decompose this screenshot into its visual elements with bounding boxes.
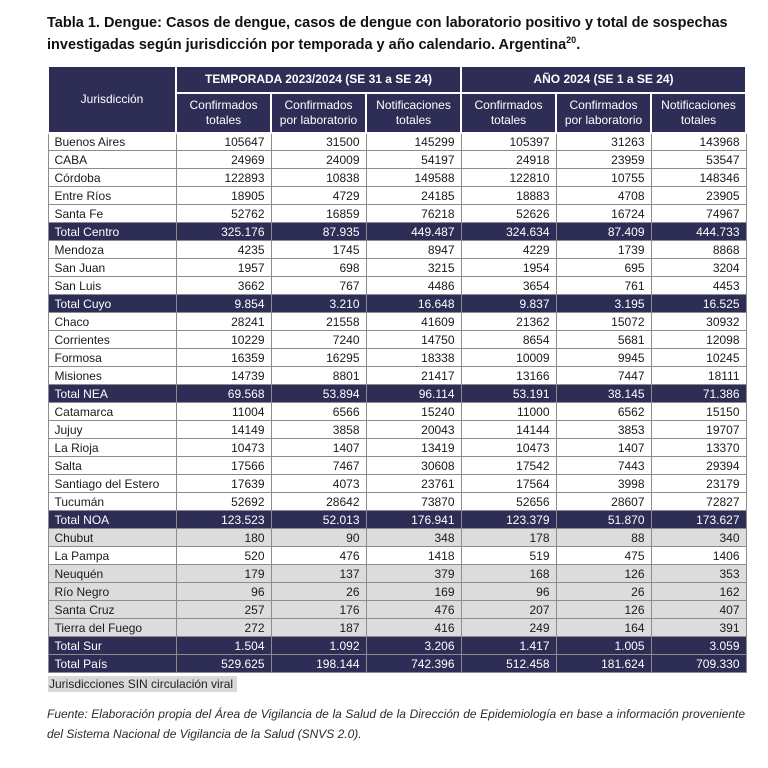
value-cell: 698: [271, 259, 366, 277]
jurisdiction-cell: Catamarca: [48, 403, 176, 421]
value-cell: 123.523: [176, 511, 271, 529]
value-cell: 187: [271, 619, 366, 637]
value-cell: 53547: [651, 151, 746, 169]
table-row: [48, 547, 746, 565]
value-cell: 13419: [366, 439, 461, 457]
table-row: [48, 331, 746, 349]
value-cell: 340: [651, 529, 746, 547]
value-cell: 31263: [556, 133, 651, 151]
value-cell: 3858: [271, 421, 366, 439]
value-cell: 149588: [366, 169, 461, 187]
total-row: [48, 295, 746, 313]
jurisdiction-cell: Jujuy: [48, 421, 176, 439]
value-cell: 173.627: [651, 511, 746, 529]
jurisdiction-cell: Santa Cruz: [48, 601, 176, 619]
value-cell: 7447: [556, 367, 651, 385]
value-cell: 16.525: [651, 295, 746, 313]
value-cell: 30608: [366, 457, 461, 475]
value-cell: 28642: [271, 493, 366, 511]
value-cell: 3215: [366, 259, 461, 277]
jurisdiction-cell: Neuquén: [48, 565, 176, 583]
value-cell: 105647: [176, 133, 271, 151]
jurisdiction-cell: Córdoba: [48, 169, 176, 187]
value-cell: 168: [461, 565, 556, 583]
total-row: [48, 223, 746, 241]
value-cell: 176: [271, 601, 366, 619]
table-row: [48, 349, 746, 367]
jurisdiction-cell: CABA: [48, 151, 176, 169]
table-row: [48, 529, 746, 547]
jurisdiction-cell: San Luis: [48, 277, 176, 295]
value-cell: 17564: [461, 475, 556, 493]
source-note: Fuente: Elaboración propia del Área de Vigilancia de la Salud de la Dirección de Epidemiología en base a información proveniente del Sistema Nacional de Vigilancia de la Salud (SNVS 2.0).: [47, 707, 745, 741]
value-cell: 126: [556, 565, 651, 583]
value-cell: 4729: [271, 187, 366, 205]
value-cell: 18338: [366, 349, 461, 367]
table-row: [48, 583, 746, 601]
value-cell: 353: [651, 565, 746, 583]
table-row: [48, 403, 746, 421]
column-header-confirmados-laboratorio-ano: Confirmados por laboratorio: [556, 93, 651, 133]
table-row: [48, 601, 746, 619]
value-cell: 3.210: [271, 295, 366, 313]
value-cell: 23905: [651, 187, 746, 205]
value-cell: 16359: [176, 349, 271, 367]
value-cell: 249: [461, 619, 556, 637]
value-cell: 123.379: [461, 511, 556, 529]
jurisdiction-cell: Santiago del Estero: [48, 475, 176, 493]
jurisdiction-cell: Total NOA: [48, 511, 176, 529]
value-cell: 71.386: [651, 385, 746, 403]
value-cell: 19707: [651, 421, 746, 439]
value-cell: 8654: [461, 331, 556, 349]
table-row: [48, 367, 746, 385]
value-cell: 96: [461, 583, 556, 601]
value-cell: 10229: [176, 331, 271, 349]
value-cell: 21558: [271, 313, 366, 331]
value-cell: 169: [366, 583, 461, 601]
value-cell: 207: [461, 601, 556, 619]
value-cell: 105397: [461, 133, 556, 151]
jurisdiction-cell: Total NEA: [48, 385, 176, 403]
value-cell: 8947: [366, 241, 461, 259]
value-cell: 24969: [176, 151, 271, 169]
value-cell: 24009: [271, 151, 366, 169]
value-cell: 7467: [271, 457, 366, 475]
table-header: [48, 66, 746, 133]
jurisdiction-cell: Formosa: [48, 349, 176, 367]
value-cell: 3204: [651, 259, 746, 277]
value-cell: 181.624: [556, 655, 651, 673]
value-cell: 8868: [651, 241, 746, 259]
value-cell: 18883: [461, 187, 556, 205]
dengue-cases-table: [47, 65, 747, 674]
jurisdiction-cell: San Juan: [48, 259, 176, 277]
value-cell: 3.195: [556, 295, 651, 313]
value-cell: 28241: [176, 313, 271, 331]
value-cell: 18905: [176, 187, 271, 205]
jurisdiction-cell: Santa Fe: [48, 205, 176, 223]
group-header-ano-2024: AÑO 2024 (SE 1 a SE 24): [461, 66, 746, 93]
table-title-text: Tabla 1. Dengue: Casos de dengue, casos de dengue con laboratorio positivo y total de sospechas investigadas según jurisdicción por temporada y año calendario. Argentina: [47, 15, 728, 54]
column-header-confirmados-totales-ano: Confirmados totales: [461, 93, 556, 133]
table-row: [48, 313, 746, 331]
value-cell: 476: [271, 547, 366, 565]
jurisdiction-cell: La Rioja: [48, 439, 176, 457]
value-cell: 272: [176, 619, 271, 637]
title-superscript: 20: [566, 35, 577, 46]
column-header-confirmados-laboratorio-temporada: Confirmados por laboratorio: [271, 93, 366, 133]
value-cell: 1.417: [461, 637, 556, 655]
value-cell: 4073: [271, 475, 366, 493]
value-cell: 15072: [556, 313, 651, 331]
value-cell: 348: [366, 529, 461, 547]
value-cell: 7240: [271, 331, 366, 349]
value-cell: 1954: [461, 259, 556, 277]
group-header-row: [48, 66, 746, 93]
value-cell: 476: [366, 601, 461, 619]
value-cell: 52692: [176, 493, 271, 511]
total-row: [48, 385, 746, 403]
value-cell: 16295: [271, 349, 366, 367]
value-cell: 17566: [176, 457, 271, 475]
value-cell: 29394: [651, 457, 746, 475]
value-cell: 1957: [176, 259, 271, 277]
value-cell: 257: [176, 601, 271, 619]
value-cell: 3.206: [366, 637, 461, 655]
table-row: [48, 259, 746, 277]
jurisdiction-cell: Total Sur: [48, 637, 176, 655]
value-cell: 3662: [176, 277, 271, 295]
column-header-notificaciones-totales-temporada: Notificaciones totales: [366, 93, 461, 133]
table-row: [48, 187, 746, 205]
value-cell: 1406: [651, 547, 746, 565]
value-cell: 73870: [366, 493, 461, 511]
value-cell: 17542: [461, 457, 556, 475]
value-cell: 407: [651, 601, 746, 619]
value-cell: 449.487: [366, 223, 461, 241]
value-cell: 3654: [461, 277, 556, 295]
value-cell: 18111: [651, 367, 746, 385]
value-cell: 10009: [461, 349, 556, 367]
value-cell: 53.894: [271, 385, 366, 403]
value-cell: 12098: [651, 331, 746, 349]
value-cell: 122893: [176, 169, 271, 187]
value-cell: 475: [556, 547, 651, 565]
total-row: [48, 511, 746, 529]
value-cell: 695: [556, 259, 651, 277]
value-cell: 87.935: [271, 223, 366, 241]
total-row: [48, 655, 746, 673]
value-cell: 53.191: [461, 385, 556, 403]
value-cell: 178: [461, 529, 556, 547]
column-header-jurisdiccion: Jurisdicción: [48, 66, 176, 133]
value-cell: 4708: [556, 187, 651, 205]
value-cell: 69.568: [176, 385, 271, 403]
table-row: [48, 421, 746, 439]
value-cell: 54197: [366, 151, 461, 169]
jurisdiction-cell: Misiones: [48, 367, 176, 385]
value-cell: 122810: [461, 169, 556, 187]
value-cell: 6562: [556, 403, 651, 421]
value-cell: 145299: [366, 133, 461, 151]
value-cell: 1407: [556, 439, 651, 457]
jurisdiction-cell: Chaco: [48, 313, 176, 331]
value-cell: 52762: [176, 205, 271, 223]
value-cell: 87.409: [556, 223, 651, 241]
table-row: [48, 151, 746, 169]
value-cell: 148346: [651, 169, 746, 187]
value-cell: 10245: [651, 349, 746, 367]
value-cell: 3998: [556, 475, 651, 493]
value-cell: 4453: [651, 277, 746, 295]
jurisdiction-cell: Salta: [48, 457, 176, 475]
table-row: [48, 457, 746, 475]
value-cell: 52626: [461, 205, 556, 223]
table-row: [48, 439, 746, 457]
jurisdiction-cell: Total Cuyo: [48, 295, 176, 313]
group-header-temporada: TEMPORADA 2023/2024 (SE 31 a SE 24): [176, 66, 461, 93]
value-cell: 391: [651, 619, 746, 637]
value-cell: 4229: [461, 241, 556, 259]
value-cell: 52.013: [271, 511, 366, 529]
value-cell: 10473: [176, 439, 271, 457]
table-row: [48, 277, 746, 295]
value-cell: 520: [176, 547, 271, 565]
value-cell: 17639: [176, 475, 271, 493]
value-cell: 26: [271, 583, 366, 601]
table-row: [48, 619, 746, 637]
jurisdiction-cell: Total País: [48, 655, 176, 673]
value-cell: 143968: [651, 133, 746, 151]
value-cell: 15240: [366, 403, 461, 421]
jurisdiction-cell: Buenos Aires: [48, 133, 176, 151]
value-cell: 1.092: [271, 637, 366, 655]
value-cell: 51.870: [556, 511, 651, 529]
table-body: [48, 133, 746, 673]
value-cell: 90: [271, 529, 366, 547]
value-cell: 9945: [556, 349, 651, 367]
value-cell: 1739: [556, 241, 651, 259]
value-cell: 126: [556, 601, 651, 619]
value-cell: 21417: [366, 367, 461, 385]
value-cell: 11000: [461, 403, 556, 421]
table-title: [47, 12, 747, 57]
value-cell: 9.837: [461, 295, 556, 313]
value-cell: 519: [461, 547, 556, 565]
title-suffix: .: [576, 37, 581, 54]
value-cell: 23959: [556, 151, 651, 169]
value-cell: 137: [271, 565, 366, 583]
value-cell: 529.625: [176, 655, 271, 673]
value-cell: 41609: [366, 313, 461, 331]
value-cell: 30932: [651, 313, 746, 331]
value-cell: 3853: [556, 421, 651, 439]
value-cell: 52656: [461, 493, 556, 511]
value-cell: 13166: [461, 367, 556, 385]
value-cell: 179: [176, 565, 271, 583]
jurisdiction-cell: Chubut: [48, 529, 176, 547]
value-cell: 96.114: [366, 385, 461, 403]
value-cell: 14739: [176, 367, 271, 385]
value-cell: 324.634: [461, 223, 556, 241]
value-cell: 24918: [461, 151, 556, 169]
table-row: [48, 241, 746, 259]
value-cell: 96: [176, 583, 271, 601]
table-row: [48, 205, 746, 223]
value-cell: 444.733: [651, 223, 746, 241]
table-row: [48, 133, 746, 151]
value-cell: 1407: [271, 439, 366, 457]
value-cell: 4235: [176, 241, 271, 259]
value-cell: 14149: [176, 421, 271, 439]
value-cell: 198.144: [271, 655, 366, 673]
value-cell: 38.145: [556, 385, 651, 403]
value-cell: 21362: [461, 313, 556, 331]
jurisdiction-cell: Río Negro: [48, 583, 176, 601]
value-cell: 72827: [651, 493, 746, 511]
value-cell: 325.176: [176, 223, 271, 241]
value-cell: 1.504: [176, 637, 271, 655]
value-cell: 24185: [366, 187, 461, 205]
value-cell: 3.059: [651, 637, 746, 655]
value-cell: 10755: [556, 169, 651, 187]
value-cell: 16859: [271, 205, 366, 223]
value-cell: 11004: [176, 403, 271, 421]
jurisdiction-cell: La Pampa: [48, 547, 176, 565]
value-cell: 180: [176, 529, 271, 547]
value-cell: 15150: [651, 403, 746, 421]
value-cell: 28607: [556, 493, 651, 511]
value-cell: 20043: [366, 421, 461, 439]
value-cell: 10473: [461, 439, 556, 457]
value-cell: 512.458: [461, 655, 556, 673]
value-cell: 10838: [271, 169, 366, 187]
value-cell: 26: [556, 583, 651, 601]
value-cell: 6566: [271, 403, 366, 421]
value-cell: 164: [556, 619, 651, 637]
value-cell: 13370: [651, 439, 746, 457]
value-cell: 1418: [366, 547, 461, 565]
value-cell: 16.648: [366, 295, 461, 313]
value-cell: 5681: [556, 331, 651, 349]
value-cell: 1745: [271, 241, 366, 259]
jurisdiction-cell: Entre Ríos: [48, 187, 176, 205]
value-cell: 176.941: [366, 511, 461, 529]
value-cell: 74967: [651, 205, 746, 223]
value-cell: 162: [651, 583, 746, 601]
value-cell: 761: [556, 277, 651, 295]
value-cell: 88: [556, 529, 651, 547]
value-cell: 14144: [461, 421, 556, 439]
value-cell: 14750: [366, 331, 461, 349]
table-row: [48, 565, 746, 583]
value-cell: 709.330: [651, 655, 746, 673]
value-cell: 8801: [271, 367, 366, 385]
value-cell: 4486: [366, 277, 461, 295]
value-cell: 16724: [556, 205, 651, 223]
value-cell: 7443: [556, 457, 651, 475]
jurisdiction-cell: Mendoza: [48, 241, 176, 259]
legend-no-viral-circulation: Jurisdicciones SIN circulación viral: [48, 676, 237, 692]
column-header-notificaciones-totales-ano: Notificaciones totales: [651, 93, 746, 133]
jurisdiction-cell: Total Centro: [48, 223, 176, 241]
value-cell: 379: [366, 565, 461, 583]
jurisdiction-cell: Corrientes: [48, 331, 176, 349]
value-cell: 767: [271, 277, 366, 295]
value-cell: 1.005: [556, 637, 651, 655]
jurisdiction-cell: Tierra del Fuego: [48, 619, 176, 637]
jurisdiction-cell: Tucumán: [48, 493, 176, 511]
table-row: [48, 475, 746, 493]
table-row: [48, 493, 746, 511]
value-cell: 23179: [651, 475, 746, 493]
value-cell: 23761: [366, 475, 461, 493]
value-cell: 76218: [366, 205, 461, 223]
value-cell: 9.854: [176, 295, 271, 313]
column-header-confirmados-totales-temporada: Confirmados totales: [176, 93, 271, 133]
value-cell: 416: [366, 619, 461, 637]
total-row: [48, 637, 746, 655]
table-row: [48, 169, 746, 187]
value-cell: 31500: [271, 133, 366, 151]
value-cell: 742.396: [366, 655, 461, 673]
